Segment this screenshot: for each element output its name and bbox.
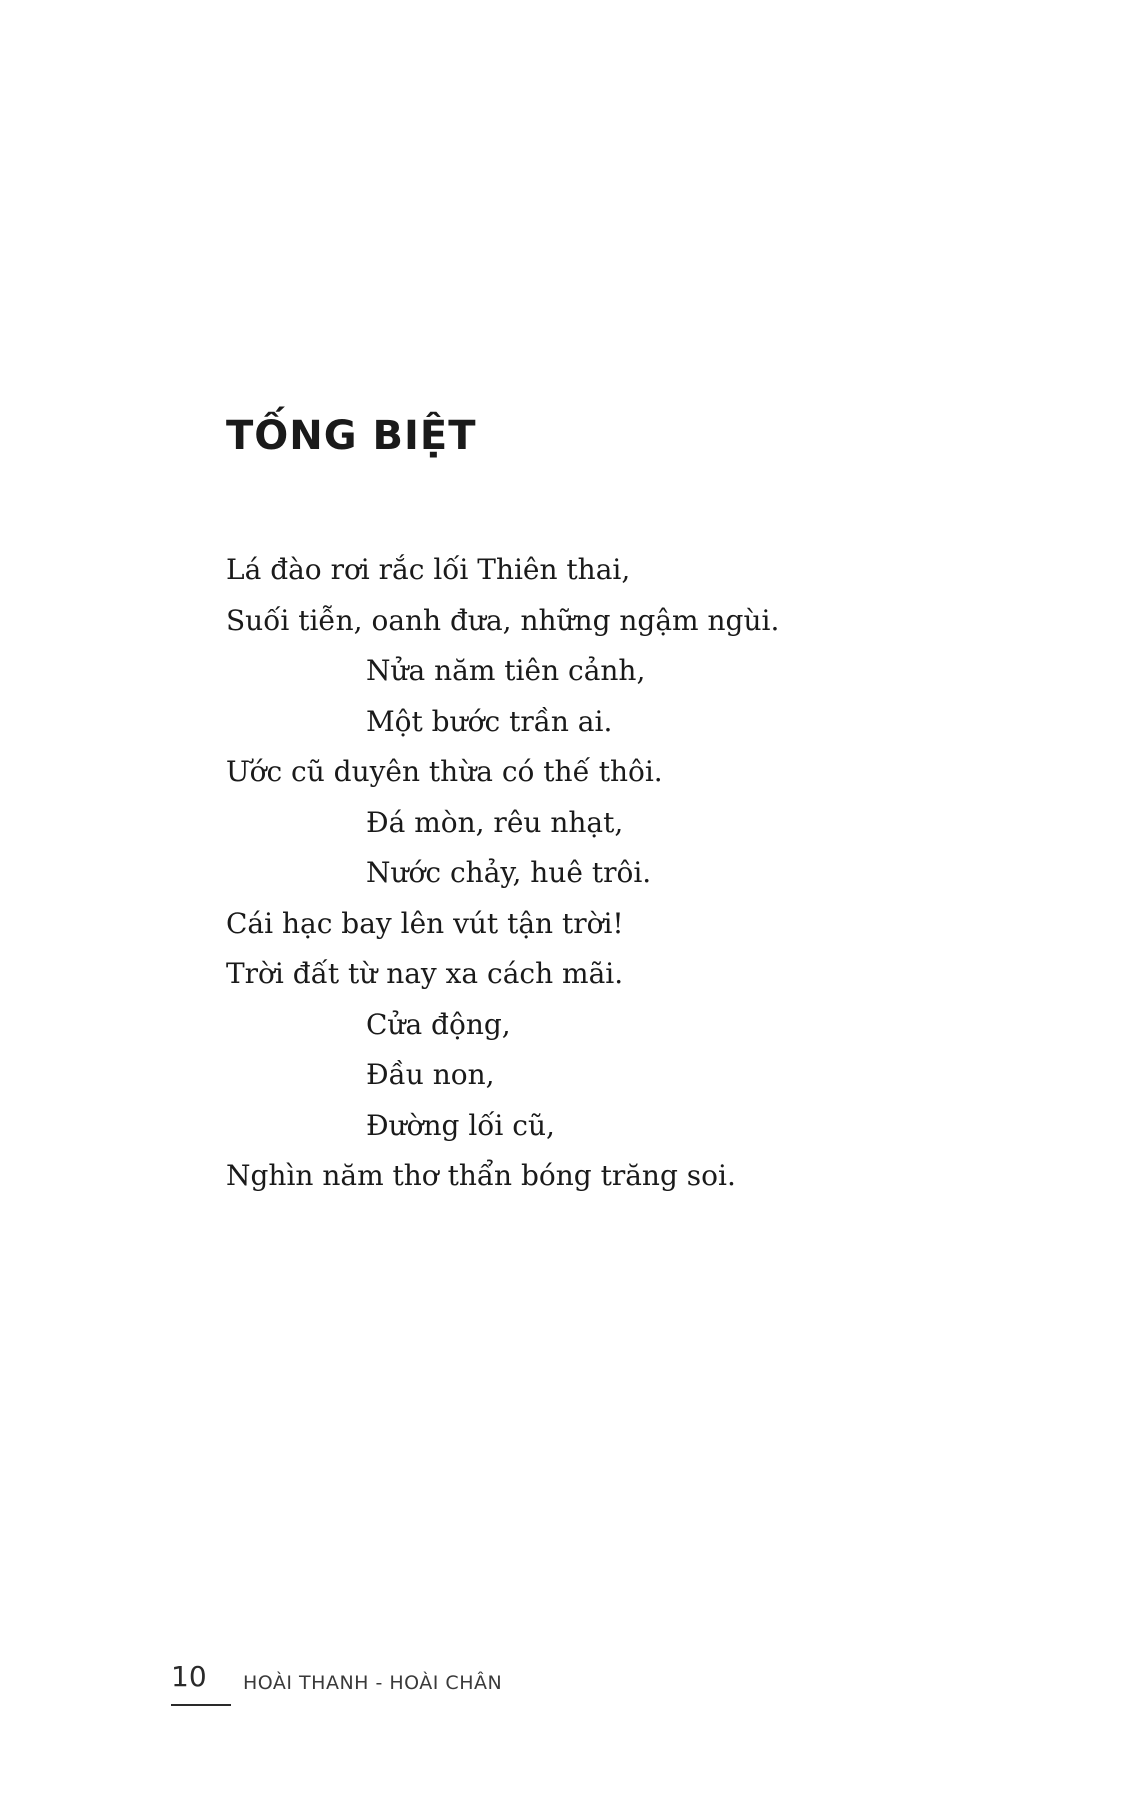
poem-line: Nửa năm tiên cảnh, [366,654,646,687]
poem-line: Suối tiễn, oanh đưa, những ngậm ngùi. [226,603,780,637]
poem-line: Trời đất từ nay xa cách mãi. [226,957,624,990]
running-head: HOÀI THANH - HOÀI CHÂN [243,1672,503,1694]
page-number: 10 [171,1660,207,1693]
page-number-underline [171,1704,231,1706]
poem-line: Một bước trần ai. [366,704,613,738]
poem-line: Nước chảy, huê trôi. [366,856,652,889]
poem-line: Ước cũ duyên thừa có thế thôi. [226,755,663,788]
poem-line: Nghìn năm thơ thẩn bóng trăng soi. [226,1159,736,1192]
poem-line: Cái hạc bay lên vút tận trời! [226,906,624,940]
page-footer [171,1660,671,1710]
poem-body [226,545,779,1202]
poem-title: TỐNG BIỆT [226,413,477,459]
poem-line: Cửa động, [366,1007,511,1041]
poem-line: Đầu non, [366,1058,495,1091]
poem-line: Đường lối cũ, [366,1108,555,1142]
poem-line: Lá đào rơi rắc lối Thiên thai, [226,553,631,586]
poem-line: Đá mòn, rêu nhạt, [366,805,624,839]
